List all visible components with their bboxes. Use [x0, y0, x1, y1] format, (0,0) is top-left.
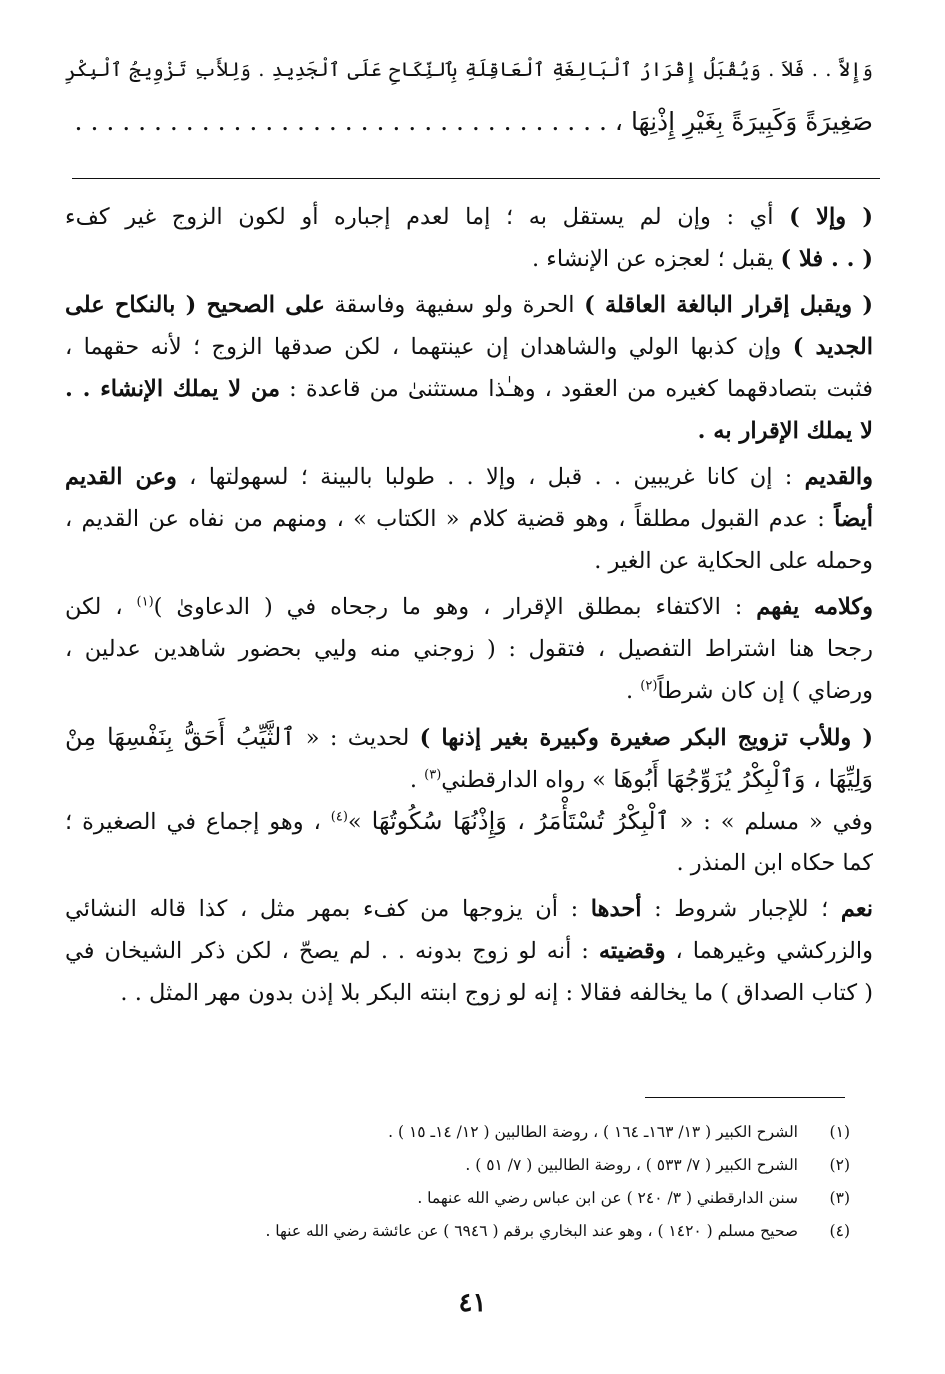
- footnote-number: (٣): [829, 1189, 850, 1207]
- text-line: [65, 284, 873, 326]
- text: ، لكن: [65, 594, 137, 620]
- text-line: [65, 800, 873, 842]
- text: ( كتاب الصداق ) ما يخالفه فقالا : إنه لو زوج ابنته البكر بلا إذن بدون مهر المثل . .: [120, 980, 873, 1006]
- text-line: [65, 716, 873, 758]
- text: : عدم القبول مطلقاً ، وهو قضية كلام « الكتاب » ، ومنهم من نفاه عن القديم ،: [65, 506, 835, 532]
- text: وفي « مسلم » : «: [669, 809, 874, 835]
- footnote-text: صحيح مسلم ( ١٤٢٠ ) ، وهو عند البخاري برقم ( ٦٩٤٦ ) عن عائشة رضي الله عنها .: [265, 1222, 798, 1240]
- footnote-ref[interactable]: (٤): [330, 809, 348, 825]
- footnote-4: [90, 1215, 850, 1248]
- page-number: ٤١: [458, 1288, 487, 1318]
- footnote-text: الشرح الكبير ( ٧/ ٥٣٣ ) ، روضة الطالبين ( ٧/ ٥١ ) .: [465, 1156, 798, 1174]
- bold-term: نعم: [840, 896, 873, 922]
- text: يقبل ؛ لعجزه عن الإنشاء .: [531, 246, 781, 272]
- text-line: [65, 930, 873, 972]
- text-line: [65, 972, 873, 1014]
- text-line: [65, 540, 873, 582]
- text: فثبت بتصادقهما كغيره من العقود ، وهـٰذا مستثنىٰ من قاعدة :: [280, 376, 873, 402]
- quoted-matn: ( وإلا ): [789, 204, 873, 230]
- footnote-2: [90, 1149, 850, 1182]
- text: » رواه الدارقطني: [441, 767, 614, 793]
- quoted-matn: ( بالنكاح على: [65, 292, 207, 318]
- text: .: [409, 767, 425, 793]
- bold-term: وقضيته: [598, 938, 666, 964]
- bold-term: أحدها: [590, 896, 642, 922]
- quoted-matn: ( ويقبل إقرار البالغة العاقلة ): [584, 292, 874, 318]
- text-line: [65, 368, 873, 410]
- bold-term: على الصحيح: [206, 292, 325, 318]
- commentary: [65, 196, 873, 1014]
- text: : أن يزوجها من كفء بمهر مثل ، كذا قاله النشائي: [65, 896, 591, 922]
- text-line: [65, 888, 873, 930]
- text: كما حكاه ابن المنذر .: [676, 850, 873, 876]
- footnote-ref[interactable]: (٣): [424, 767, 442, 783]
- footnote-text: سنن الدارقطني ( ٣/ ٢٤٠ ) عن ابن عباس رضي الله عنهما .: [417, 1189, 798, 1207]
- text-line: [65, 586, 873, 628]
- text: أي : وإن لم يستقل به ؛ إما لعدم إجباره أو لكون الزوج غير كفء: [65, 204, 790, 230]
- footnotes: [90, 1116, 850, 1248]
- text: : أنه لو زوج بدونه . . لم يصحّ ، لكن ذكر الشيخان في: [65, 938, 599, 964]
- text: وحمله على الحكاية عن الغير .: [594, 548, 873, 574]
- footnote-number: (١): [829, 1123, 850, 1141]
- paragraph-1: [65, 196, 873, 280]
- footnote-1: [90, 1116, 850, 1149]
- text: وإن كذبها الولي والشاهدان إن عينتهما ، لكن صدقها الزوج ؛ لأنه حقهما ،: [65, 334, 793, 360]
- quoted-matn: الجديد ): [792, 334, 873, 360]
- paragraph-3: [65, 456, 873, 582]
- footnote-text: الشرح الكبير ( ١٣/ ١٦٣ـ ١٦٤ ) ، روضة الطالبين ( ١٢/ ١٤ـ ١٥ ) .: [388, 1123, 798, 1141]
- text-line: [65, 410, 873, 452]
- text: الحرة ولو سفيهة وفاسقة: [324, 292, 585, 318]
- hadith-text: ٱلثَّيِّبُ أَحَقُّ بِنَفْسِهَا مِنْ: [65, 723, 296, 751]
- bold-term: وكلامه يفهم: [756, 594, 873, 620]
- quoted-matn: ( . . فلا ): [780, 246, 873, 272]
- text-line: [65, 238, 873, 280]
- quoted-matn: ( وللأب تزويج البكر صغيرة وكبيرة بغير إذنها ): [419, 725, 873, 751]
- text: : الاكتفاء بمطلق الإقرار ، وهو ما رجحاه في ( الدعاوىٰ ): [153, 594, 757, 620]
- text: ، وهو إجماع في الصغيرة ؛: [65, 809, 331, 835]
- text-line: [65, 456, 873, 498]
- paragraph-4: [65, 586, 873, 712]
- paragraph-2: [65, 284, 873, 452]
- hadith-text: وَلِيِّهَا ، وَٱلْبِكْرُ يُزَوِّجُهَا أَبُوهَا: [613, 765, 873, 793]
- footnote-ref[interactable]: (٢): [640, 678, 658, 694]
- footnote-number: (٢): [829, 1156, 850, 1174]
- bold-term: لا يملك الإقرار به .: [697, 418, 873, 444]
- matn-line-2: صَغِيرَةً وَكَبِيرَةً بِغَيْرِ إِذْنِهَا ، . . . . . . . . . . . . . . . . . . . . . . . . . . . . . . . . . .: [74, 107, 873, 136]
- text-line: [65, 196, 873, 238]
- bold-term: أيضاً: [834, 506, 873, 532]
- paragraph-6: [65, 800, 873, 884]
- paragraph-5: [65, 716, 873, 800]
- footnote-ref[interactable]: (١): [136, 594, 154, 610]
- text: رجحا هنا اشتراط التفصيل ، فتقول : ( زوجني منه وليي بحضور شاهدين عدلين ،: [65, 636, 873, 662]
- text: ورضاي ) إن كان شرطاً: [657, 678, 873, 704]
- text-line: [65, 498, 873, 540]
- bold-term: والقديم: [804, 464, 873, 490]
- separator-rule: [72, 178, 880, 179]
- text-line: [65, 842, 873, 884]
- hadith-text: ٱلْبِكْرُ تُسْتَأْمَرُ ، وَإِذْنُهَا سُكُوتُهَا: [371, 807, 670, 835]
- text-line: [65, 758, 873, 800]
- footnote-number: (٤): [829, 1222, 850, 1240]
- paragraph-7: [65, 888, 873, 1014]
- text: والزركشي وغيرهما ،: [665, 938, 873, 964]
- text-line: [65, 628, 873, 670]
- text-line: [65, 670, 873, 712]
- text: ؛ للإجبار شروط :: [641, 896, 841, 922]
- text: »: [347, 809, 372, 835]
- footnote-3: [90, 1182, 850, 1215]
- text: لحديث : «: [295, 725, 420, 751]
- text-line: [65, 326, 873, 368]
- footnote-separator: [645, 1097, 845, 1098]
- bold-term: وعن القديم: [65, 464, 177, 490]
- bold-term: من لا يملك الإنشاء . .: [65, 376, 281, 402]
- matn-text: [65, 44, 873, 148]
- text: : إن كانا غريبين . . قبل ، وإلا . . طولبا بالبينة ؛ لسهولتها ،: [176, 464, 805, 490]
- matn-line-1: وَإِلاَّ . . فَلاَ . وَيُقْبَلُ إِقْرَارُ ٱلْبَالِغَةِ ٱلْعَاقِلَةِ بِٱلنِّكَاحِ عَلَى ٱلْجَدِيدِ . وَلِلأَبِ تَزْوِيجُ ٱلْبِكْرِ: [65, 58, 873, 81]
- text: .: [625, 678, 641, 704]
